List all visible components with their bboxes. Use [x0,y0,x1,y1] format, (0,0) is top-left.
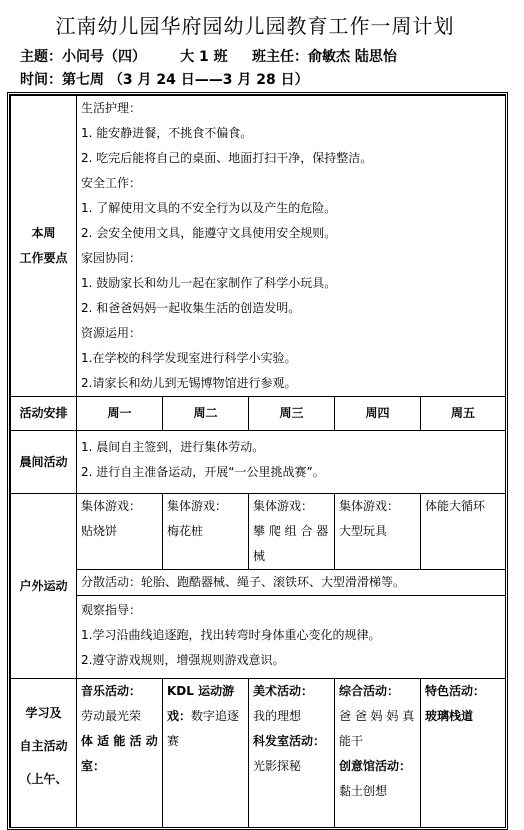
morning-line: 2. 进行自主准备运动，开展“一公里挑战赛”。 [81,465,325,479]
learning-tue: KDL 运动游 戏：数字追逐 赛 [163,679,249,830]
morning-line: 1. 晨间自主签到，进行集体劳动。 [81,440,265,454]
schedule-header-row [11,397,506,431]
morning-row [11,431,506,494]
work-point-line: 1.在学校的科学发现室进行科学小实验。 [81,351,297,365]
outdoor-game-thu: 集体游戏： 大型玩具 [335,494,421,570]
outdoor-group-row [11,570,506,596]
outdoor-observe: 观察指导： 1.学习沿曲线追逐跑，找出转弯时身体重心变化的规律。 2.遵守游戏规则，增强规则游戏意识。 [77,596,506,679]
outdoor-observe-row [11,596,506,679]
outdoor-game-fri: 体能大循环 [421,494,506,570]
work-point-line: 1. 能安静进餐，不挑食不偏食。 [81,126,253,140]
plan-table [10,95,506,830]
day-wed: 周三 [249,397,335,431]
outdoor-game-mon: 集体游戏： 贴烧饼 [77,494,163,570]
work-point-line: 1. 了解使用文具的不安全行为以及产生的危险。 [81,201,337,215]
day-thu: 周四 [335,397,421,431]
day-tue: 周二 [163,397,249,431]
work-point-line: 资源运用： [81,326,142,340]
morning-content [77,431,506,494]
learning-mon: 音乐活动： 劳动最光荣 体 适 能 活 动 室： [77,679,163,830]
theme-class-teacher-line: 主题：小问号（四） 大 1 班 班主任：俞敏杰 陆思怡 [20,49,397,65]
outdoor-label: 户外运动 [11,494,77,679]
work-point-line: 2. 和爸爸妈妈一起收集生活的创造发明。 [81,301,301,315]
learning-fri: 特色活动： 玻璃栈道 [421,679,506,830]
work-points-content [77,96,506,397]
plan-table-frame [7,92,508,830]
time-line: 时间：第七周 （3 月 24 日——3 月 28 日） [20,72,309,88]
day-fri: 周五 [421,397,506,431]
schedule-label: 活动安排 [11,397,77,431]
work-point-line: 2. 会安全使用文具，能遵守文具使用安全规则。 [81,226,337,240]
learning-wed: 美术活动： 我的理想 科发室活动： 光影探秘 [249,679,335,830]
outdoor-games-row [11,494,506,570]
work-point-line: 安全工作： [81,176,142,190]
learning-thu: 综合活动： 爸 爸 妈 妈 真 能干 创意馆活动： 黏土创想 [335,679,421,830]
work-point-line: 家园协同： [81,251,142,265]
learning-row [11,679,506,830]
learning-label: 学习及 自主活动 （上午、 [11,679,77,830]
outdoor-group-activity: 分散活动：轮胎、跑酷器械、绳子、滚铁环、大型滑滑梯等。 [77,570,506,596]
work-points-label: 本周 工作要点 [11,96,77,397]
work-point-line: 2.请家长和幼儿到无锡博物馆进行参观。 [81,376,297,390]
outdoor-game-tue: 集体游戏： 梅花桩 [163,494,249,570]
day-mon: 周一 [77,397,163,431]
outdoor-game-wed: 集体游戏： 攀 爬 组 合 器 械 [249,494,335,570]
work-point-line: 1. 鼓励家长和幼儿一起在家制作了科学小玩具。 [81,276,337,290]
work-point-line: 生活护理： [81,101,142,115]
work-points-row [11,96,506,397]
morning-label: 晨间活动 [11,431,77,494]
page-title: 江南幼儿园华府园幼儿园教育工作一周计划 [55,14,455,38]
work-point-line: 2. 吃完后能将自己的桌面、地面打扫干净，保持整洁。 [81,151,373,165]
